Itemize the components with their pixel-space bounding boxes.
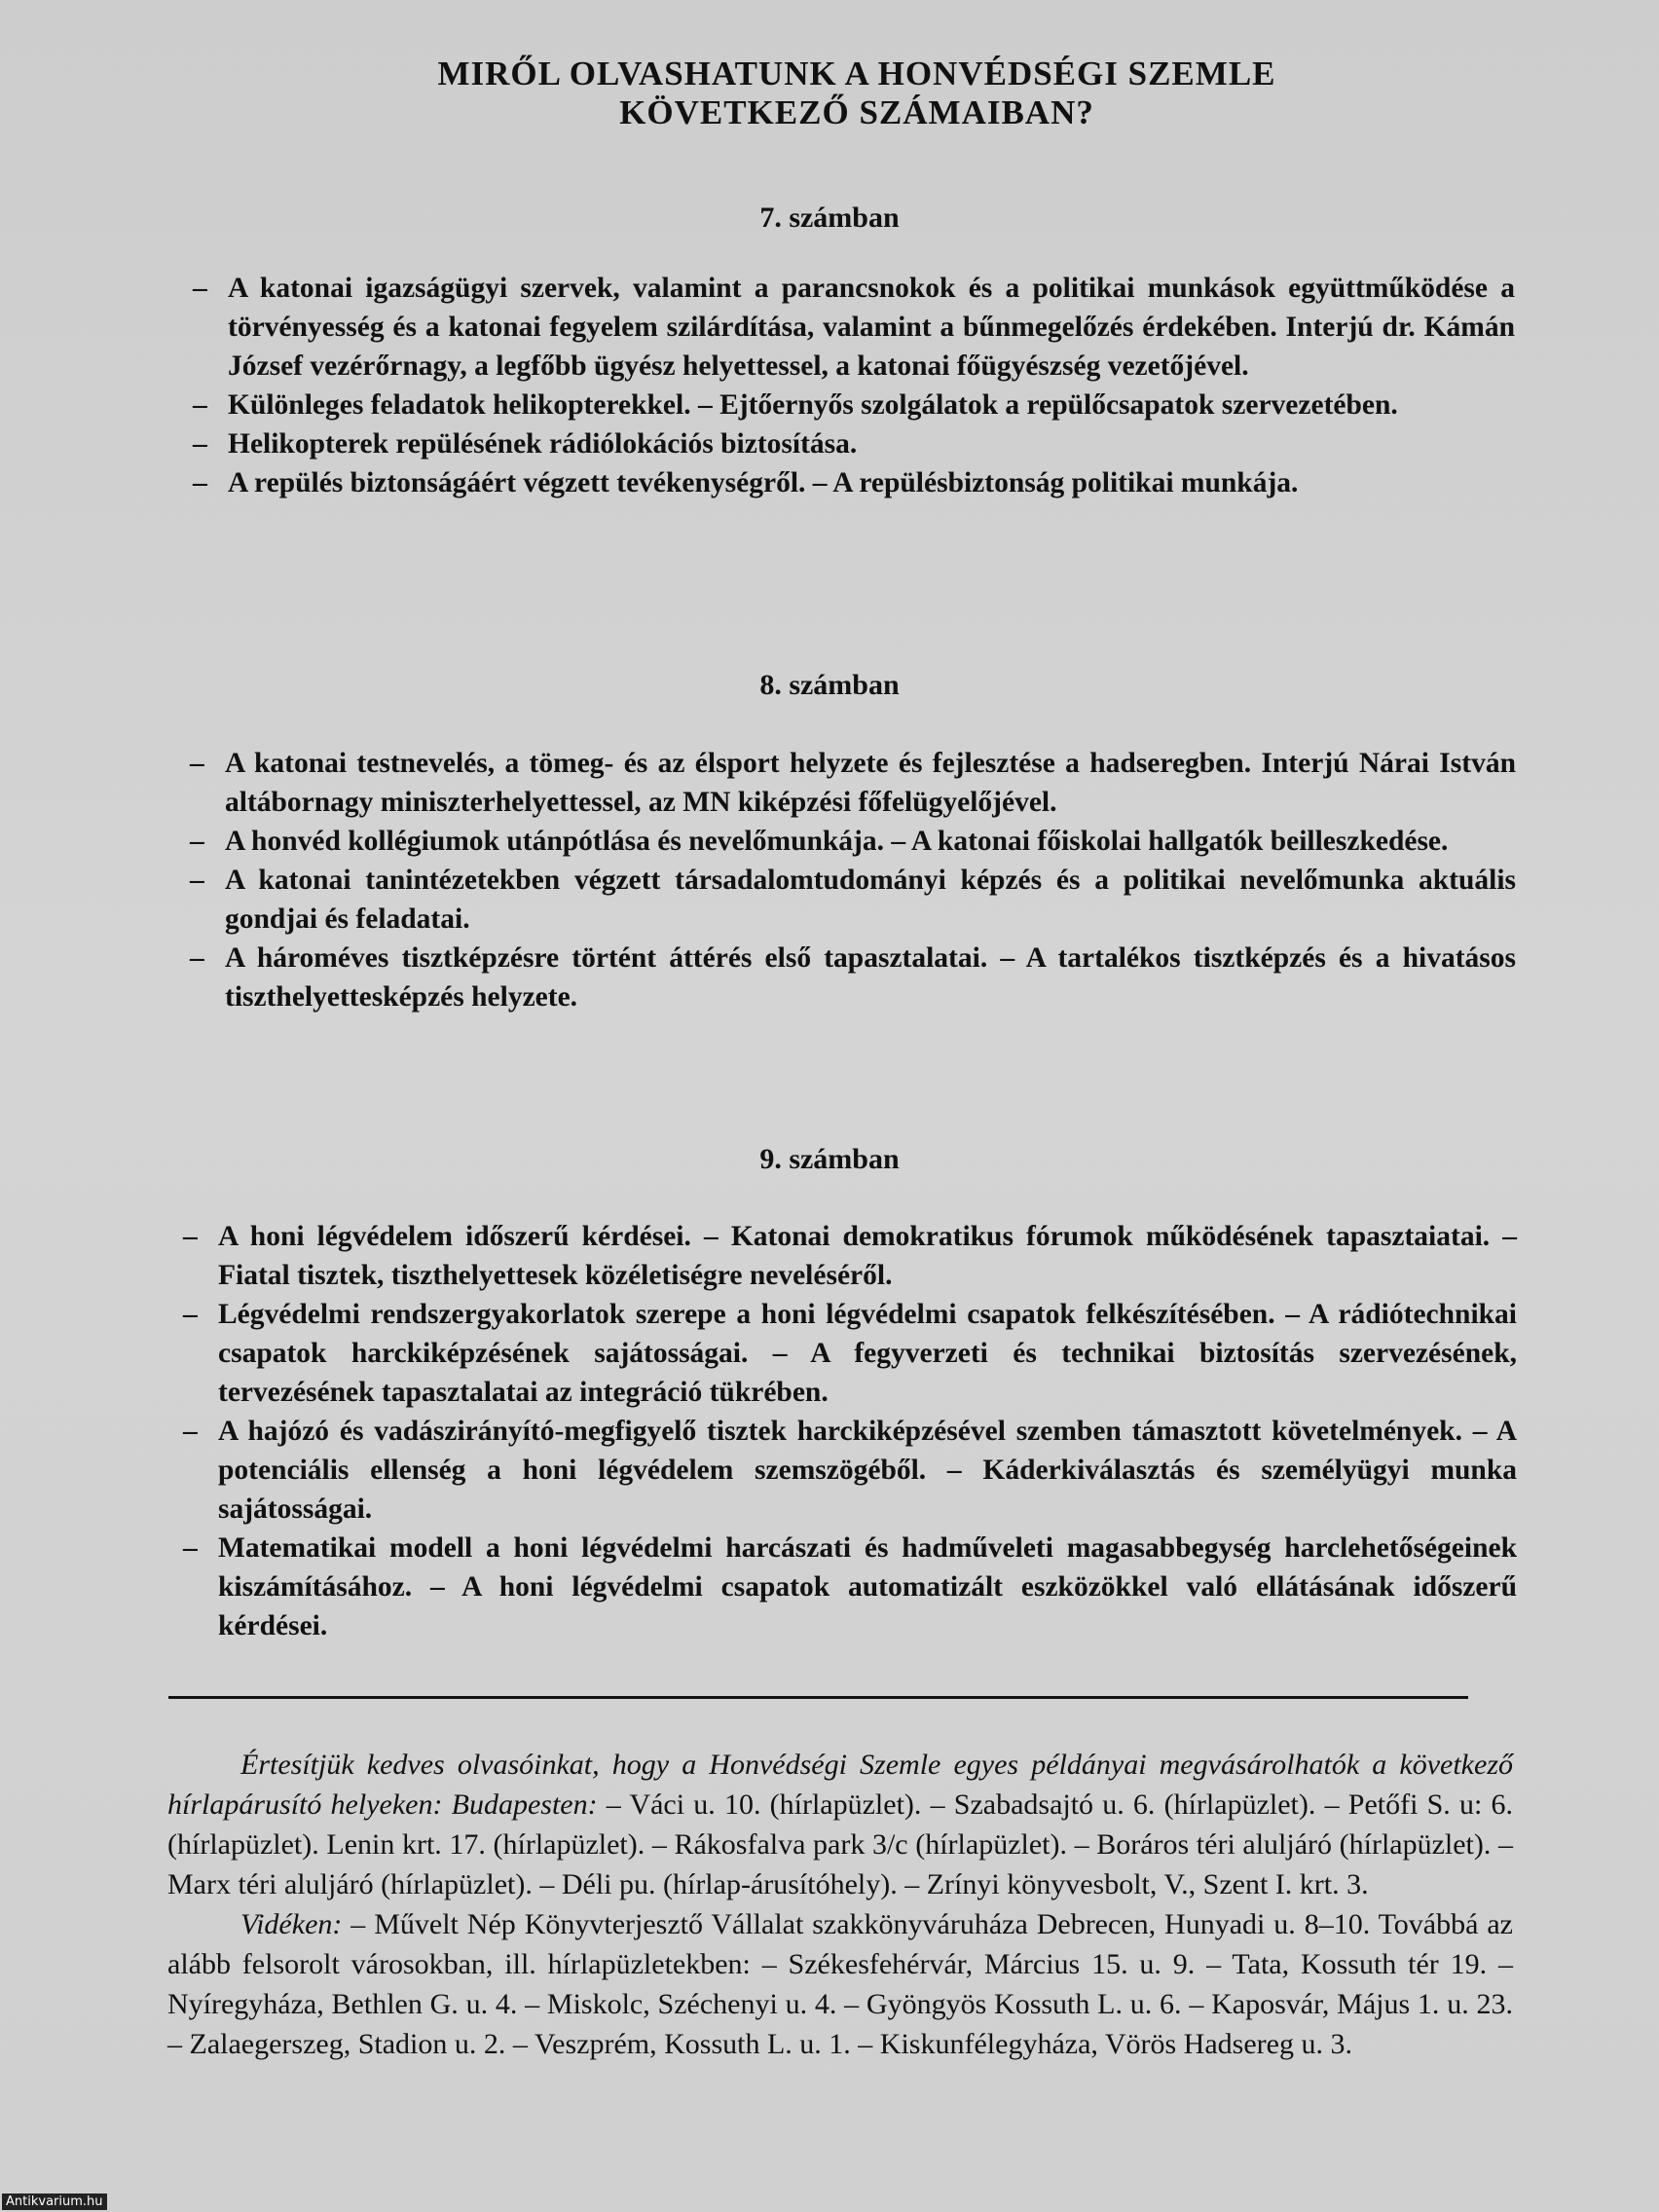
dash-marker: – (190, 865, 204, 896)
dash-marker: – (190, 826, 204, 857)
notice-budapest: Értesítjük kedves olvasóinkat, hogy a Honvédségi Szemle egyes példányai megvásárolhatók a következő hírlapárusító helyeken: Budapesten: – Váci u. 10. (hírlapüzlet). – Szabadsajtó u. 6. (hírlapüzlet). – Petőfi S. u: 6. (hírlapüzlet). Lenin krt. 17. (hírlapüzlet). – Rákosfalva park 3/c (hírlapüzlet). – Boráros téri aluljáró (hírlapüzlet). – Marx téri aluljáró (hírlapüzlet). – Déli pu. (hírlap-árusítóhely). – Zrínyi könyvesbolt, V., Szent I. krt. 3. (167, 1749, 1513, 1900)
section-8-list (190, 744, 1516, 1016)
section-heading-8: 8. számban (759, 669, 900, 701)
page-title-line-2: KÖVETKEZŐ SZÁMAIBAN? (619, 93, 1094, 131)
list-item: – A hároméves tisztképzésre történt áttérés első tapasztalatai. – A tartalékos tisztképzés és a hivatásos tiszthelyettesképzés helyzete. (190, 939, 1516, 1016)
dash-marker: – (183, 1299, 198, 1330)
list-item: – Helikopterek repülésének rádiólokációs biztosítása. (193, 424, 1515, 463)
list-item: – A katonai tanintézetekben végzett társadalomtudományi képzés és a politikai nevelőmunka aktuális gondjai és feladatai. (190, 861, 1516, 939)
dash-marker: – (183, 1416, 198, 1447)
dash-marker: – (190, 942, 204, 974)
section-7-list (193, 269, 1515, 502)
dash-marker: – (190, 748, 204, 779)
dash-marker: – (183, 1532, 198, 1564)
list-item: – Légvédelmi rendszergyakorlatok szerepe a honi légvédelmi csapatok felkészítésében. – A rádiótechnikai csapatok harckiképzésének sajátosságai. – A fegyverzeti és technikai biztosítás szervezésének, tervezésének tapasztalatai az integráció tükrében. (183, 1295, 1517, 1412)
list-item: – A katonai testnevelés, a tömeg- és az élsport helyzete és fejlesztése a hadseregben. Interjú Nárai István altábornagy miniszterhelyettessel, az MN kiképzési főfelügyelőjével. (190, 744, 1516, 822)
section-9-list (183, 1217, 1517, 1645)
list-item: – Különleges feladatok helikopterekkel. – Ejtőernyős szolgálatok a repülőcsapatok szervezetében. (193, 386, 1515, 424)
dash-marker: – (183, 1221, 198, 1252)
divider-rule (168, 1696, 1468, 1699)
page-title-line-1: MIRŐL OLVASHATUNK A HONVÉDSÉGI SZEMLE (437, 55, 1276, 92)
list-item: – A honi légvédelem időszerű kérdései. – Katonai demokratikus fórumok működésének tapasztaiatai. – Fiatal tisztek, tiszthelyettesek közéletiségre neveléséről. (183, 1217, 1517, 1295)
dash-marker: – (193, 389, 207, 421)
watermark-label: Antikvarium.hu (2, 2194, 107, 2210)
notice-paragraphs (167, 1745, 1513, 2064)
list-item: – A repülés biztonságáért végzett tevékenységről. – A repülésbiztonság politikai munkája. (193, 463, 1515, 502)
list-item: – A katonai igazságügyi szervek, valamint a parancsnokok és a politikai munkások együttműködése a törvényesség és a katonai fegyelem szilárdítása, valamint a bűnmegelőzés érdekében. Interjú dr. Kámán József vezérőrnagy, a legfőbb ügyész helyettessel, a katonai főügyészség vezetőjével. (193, 269, 1515, 386)
list-item: – A hajózó és vadászirányító-megfigyelő tisztek harckiképzésével szemben támasztott követelmények. – A potenciális ellenség a honi légvédelem szemszögéből. – Káderkiválasztás és személyügyi munka sajátosságai. (183, 1412, 1517, 1529)
section-heading-9: 9. számban (759, 1143, 900, 1175)
dash-marker: – (193, 273, 207, 304)
dash-marker: – (193, 428, 207, 460)
list-item: – A honvéd kollégiumok utánpótlása és nevelőmunkája. – A katonai főiskolai hallgatók beilleszkedése. (190, 822, 1516, 861)
list-item: – Matematikai modell a honi légvédelmi harcászati és hadműveleti magasabbegység harclehetőségeinek kiszámításához. – A honi légvédelmi csapatok automatizált eszközökkel való ellátásának időszerű kérdései. (183, 1529, 1517, 1645)
section-heading-7: 7. számban (759, 202, 900, 234)
notice-videken: Vidéken: – Művelt Nép Könyvterjesztő Vállalat szakkönyváruháza Debrecen, Hunyadi u. 8–10. Továbbá az alább felsorolt városokban, ill. hírlapüzletekben: – Székesfehérvár, Március 15. u. 9. – Tata, Kossuth tér 19. – Nyíregyháza, Bethlen G. u. 4. – Miskolc, Széchenyi u. 4. – Gyöngyös Kossuth L. u. 6. – Kaposvár, Május 1. u. 23. – Zalaegerszeg, Stadion u. 2. – Veszprém, Kossuth L. u. 1. – Kiskunfélegyháza, Vörös Hadsereg u. 3. (167, 1908, 1513, 2060)
dash-marker: – (193, 467, 207, 498)
